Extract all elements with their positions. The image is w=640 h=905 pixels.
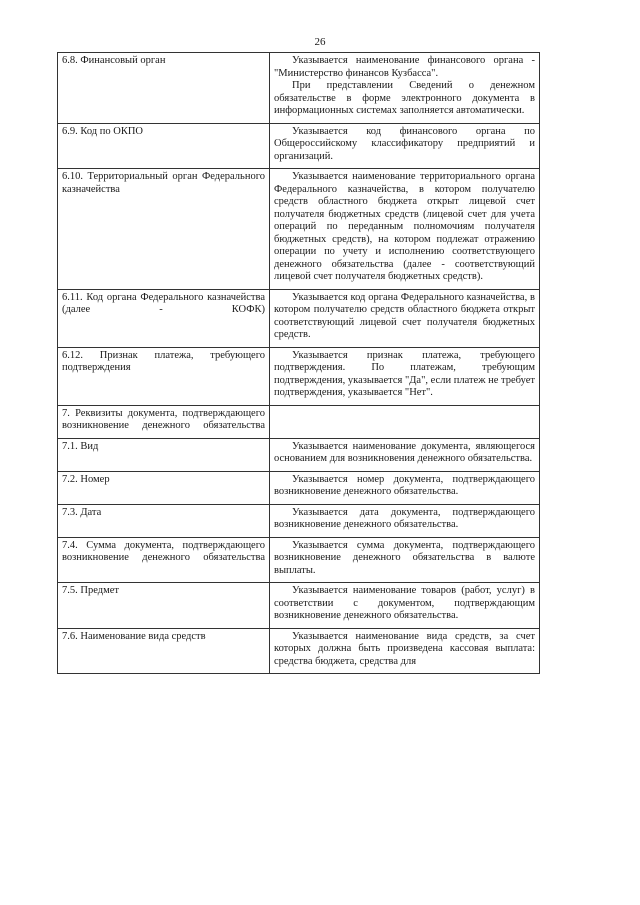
field-label: 6.9. Код по ОКПО <box>62 125 144 137</box>
field-label-cell <box>58 169 270 290</box>
field-label-cell <box>58 405 270 438</box>
field-label: 6.11. Код органа Федерального казначейства (далее - КОФК) <box>62 291 265 315</box>
field-description: Указывается наименование территориального органа Федерального казначейства, в котором получателю средств областного бюджета открыт лицевой счет получателя бюджетных средств (лицевой счет для учета операций по переданным полномочиям получателя бюджетных средств), на котором подлежат отражению операции по учету и исполнению соответствующего денежного обязательства (далее - соответствующий лицевой счет получателя бюджетных средств). <box>274 171 535 282</box>
field-description-cell <box>270 504 540 537</box>
table-row <box>58 438 540 471</box>
table-row <box>58 504 540 537</box>
field-label: 6.12. Признак платежа, требующего подтверждения <box>62 349 265 373</box>
field-label-cell <box>58 347 270 405</box>
table-row <box>58 471 540 504</box>
field-label-cell <box>58 471 270 504</box>
table-row <box>58 169 540 290</box>
table-row <box>58 347 540 405</box>
table-row <box>58 405 540 438</box>
field-description-cell <box>270 583 540 629</box>
table-row <box>58 628 540 674</box>
table-row <box>58 123 540 169</box>
field-description: Указывается наименование финансового органа - "Министерство финансов Кузбасса". <box>274 55 535 79</box>
table-row <box>58 289 540 347</box>
field-label: 6.10. Территориальный орган Федерального казначейства <box>62 171 265 195</box>
field-description: Указывается наименование товаров (работ, услуг) в соответствии с документом, подтверждающим возникновение денежного обязательства. <box>274 585 535 621</box>
field-label: 6.8. Финансовый орган <box>62 55 166 66</box>
field-description-cell <box>270 405 540 438</box>
field-description-cell <box>270 289 540 347</box>
field-description-cell <box>270 438 540 471</box>
field-description: Указывается номер документа, подтверждающего возникновение денежного обязательства. <box>274 473 535 497</box>
field-label: 7.6. Наименование вида средств <box>62 630 206 642</box>
field-label-cell <box>58 628 270 674</box>
field-label: 7.2. Номер <box>62 473 110 485</box>
field-label: 7.1. Вид <box>62 440 99 452</box>
field-label: 7.5. Предмет <box>62 585 119 596</box>
table-row <box>58 537 540 583</box>
field-description: При представлении Сведений о денежном обязательстве в форме электронного документа в информационных системах заполняется автоматически. <box>274 80 535 116</box>
field-description: Указывается признак платежа, требующего подтверждения. По платежам, требующим подтверждения, указывается "Да", если платеж не требует подтверждения, указывается "Нет". <box>274 349 535 398</box>
field-description-cell <box>270 471 540 504</box>
field-label-cell <box>58 123 270 169</box>
table-row <box>58 53 540 124</box>
field-label-cell <box>58 537 270 583</box>
field-label-cell <box>58 438 270 471</box>
page-number: 26 <box>314 36 326 48</box>
field-description: Указывается код финансового органа по Общероссийскому классификатору предприятий и организаций. <box>274 125 535 162</box>
field-description: Указывается сумма документа, подтверждающего возникновение денежного обязательства в валюте выплаты. <box>274 539 535 576</box>
field-label: 7.4. Сумма документа, подтверждающего возникновение денежного обязательства <box>62 539 265 563</box>
field-description-cell <box>270 537 540 583</box>
field-label-cell <box>58 53 270 124</box>
field-description: Указывается наименование документа, являющегося основанием для возникновения денежного обязательства. <box>274 440 535 464</box>
field-description: Указывается наименование вида средств, за счет которых должна быть произведена кассовая выплата: средства бюджета, средства для <box>274 630 535 667</box>
table-row <box>58 583 540 629</box>
field-description-cell <box>270 123 540 169</box>
field-description-cell <box>270 347 540 405</box>
field-description-cell <box>270 53 540 124</box>
field-label-cell <box>58 289 270 347</box>
field-label: 7. Реквизиты документа, подтверждающего возникновение денежного обязательства <box>62 407 265 431</box>
field-description: Указывается код органа Федерального казначейства, в котором получателю средств областного бюджета открыт соответствующий лицевой счет получателя бюджетных средств. <box>274 291 535 340</box>
field-description-cell <box>270 628 540 674</box>
field-description: Указывается дата документа, подтверждающего возникновение денежного обязательства. <box>274 506 535 530</box>
field-label-cell <box>58 504 270 537</box>
field-description-cell <box>270 169 540 290</box>
field-label-cell <box>58 583 270 629</box>
fields-table <box>57 52 540 674</box>
field-label: 7.3. Дата <box>62 506 102 518</box>
